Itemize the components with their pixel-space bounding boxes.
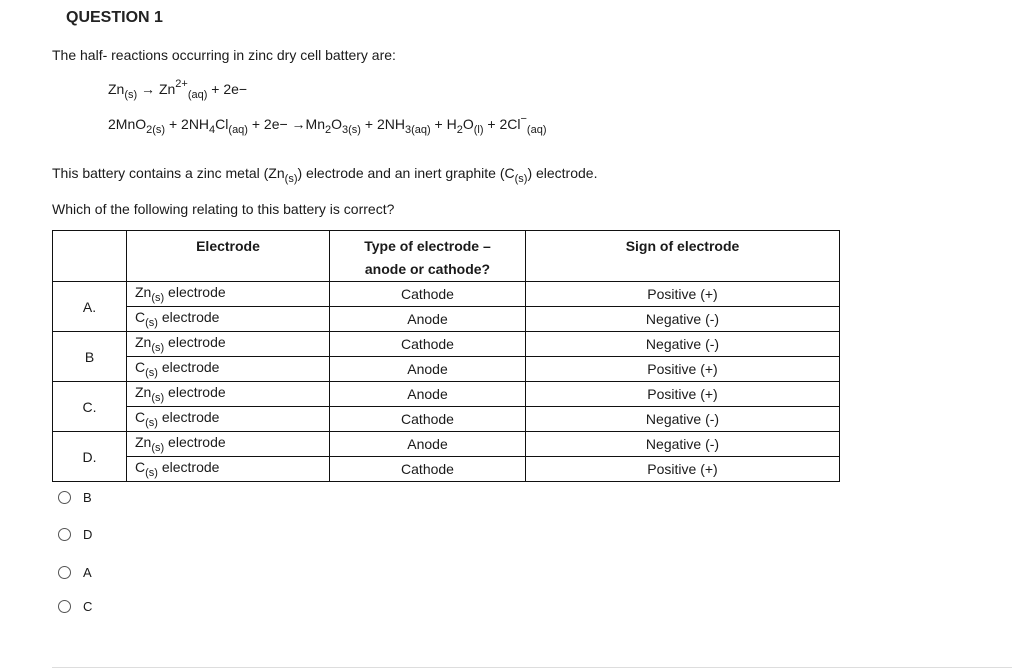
type-cell: Cathode [330, 332, 526, 357]
sign-cell: Negative (-) [526, 307, 840, 332]
sign-cell: Positive (+) [526, 357, 840, 382]
option-label: A. [53, 282, 127, 332]
table-row [53, 332, 840, 357]
table-row [53, 382, 840, 407]
answer-option-label: C [83, 599, 93, 614]
question-prompt: Which of the following relating to this battery is correct? [52, 201, 395, 217]
type-cell: Anode [330, 357, 526, 382]
option-label: D. [53, 432, 127, 482]
electrode-cell: $Zn_{(s)}$ electrode [127, 282, 330, 307]
type-cell: Cathode [330, 407, 526, 432]
header-electrode: Electrode [127, 231, 330, 282]
table-row [53, 357, 840, 382]
radio-button[interactable] [58, 528, 71, 541]
option-label: B [53, 332, 127, 382]
table-row [53, 282, 840, 307]
radio-button[interactable] [58, 600, 71, 613]
sign-cell: Positive (+) [526, 382, 840, 407]
electrode-cell: $C_{(s)}$ electrode [127, 407, 330, 432]
header-type: Type of electrode – anode or cathode? [330, 231, 526, 282]
answer-option-b[interactable] [58, 490, 92, 505]
radio-button[interactable] [58, 566, 71, 579]
sign-cell: Positive (+) [526, 282, 840, 307]
sign-cell: Positive (+) [526, 457, 840, 482]
answer-option-a[interactable] [58, 565, 92, 580]
electrode-cell: $C_{(s)}$ electrode [127, 357, 330, 382]
electrode-cell: $Zn_{(s)}$ electrode [127, 432, 330, 457]
electrode-cell: $Zn_{(s)}$ electrode [127, 332, 330, 357]
type-cell: Cathode [330, 457, 526, 482]
answer-option-d[interactable] [58, 527, 92, 542]
answer-option-c[interactable] [58, 599, 92, 614]
radio-button[interactable] [58, 491, 71, 504]
electrode-cell: $C_{(s)}$ electrode [127, 457, 330, 482]
options-table [52, 230, 840, 482]
answer-option-label: D [83, 527, 93, 542]
type-cell: Anode [330, 432, 526, 457]
answer-option-label: B [83, 490, 92, 505]
header-option [53, 231, 127, 282]
option-label: C. [53, 382, 127, 432]
bottom-divider [52, 667, 1012, 668]
table-row [53, 432, 840, 457]
intro-text: The half- reactions occurring in zinc dry cell battery are: [52, 47, 396, 63]
type-cell: Anode [330, 307, 526, 332]
question-title: QUESTION 1 [66, 9, 163, 26]
table-row [53, 407, 840, 432]
battery-description: This battery contains a zinc metal $(Zn_{(s)})$ electrode and an inert graphite $(C_{(s)})$ electrode. [52, 165, 598, 185]
sign-cell: Negative (-) [526, 332, 840, 357]
table-header-row [53, 231, 840, 282]
half-reaction-1: $Zn_{(s)} \to Zn^{2+}_{(aq)} + 2e-$ [108, 78, 248, 101]
type-cell: Cathode [330, 282, 526, 307]
table-row [53, 307, 840, 332]
answer-option-label: A [83, 565, 92, 580]
table-row [53, 457, 840, 482]
sign-cell: Negative (-) [526, 407, 840, 432]
header-sign: Sign of electrode [526, 231, 840, 282]
type-cell: Anode [330, 382, 526, 407]
electrode-cell: $C_{(s)}$ electrode [127, 307, 330, 332]
electrode-cell: $Zn_{(s)}$ electrode [127, 382, 330, 407]
half-reaction-2: $2MnO_{2(s)} + 2NH_4Cl_{(aq)} + 2e- \to Mn_2O_{3(s)} + 2NH_{3(aq)} + H_2O_{(l)} + 2Cl^-_{(aq)}$ [108, 113, 547, 136]
sign-cell: Negative (-) [526, 432, 840, 457]
